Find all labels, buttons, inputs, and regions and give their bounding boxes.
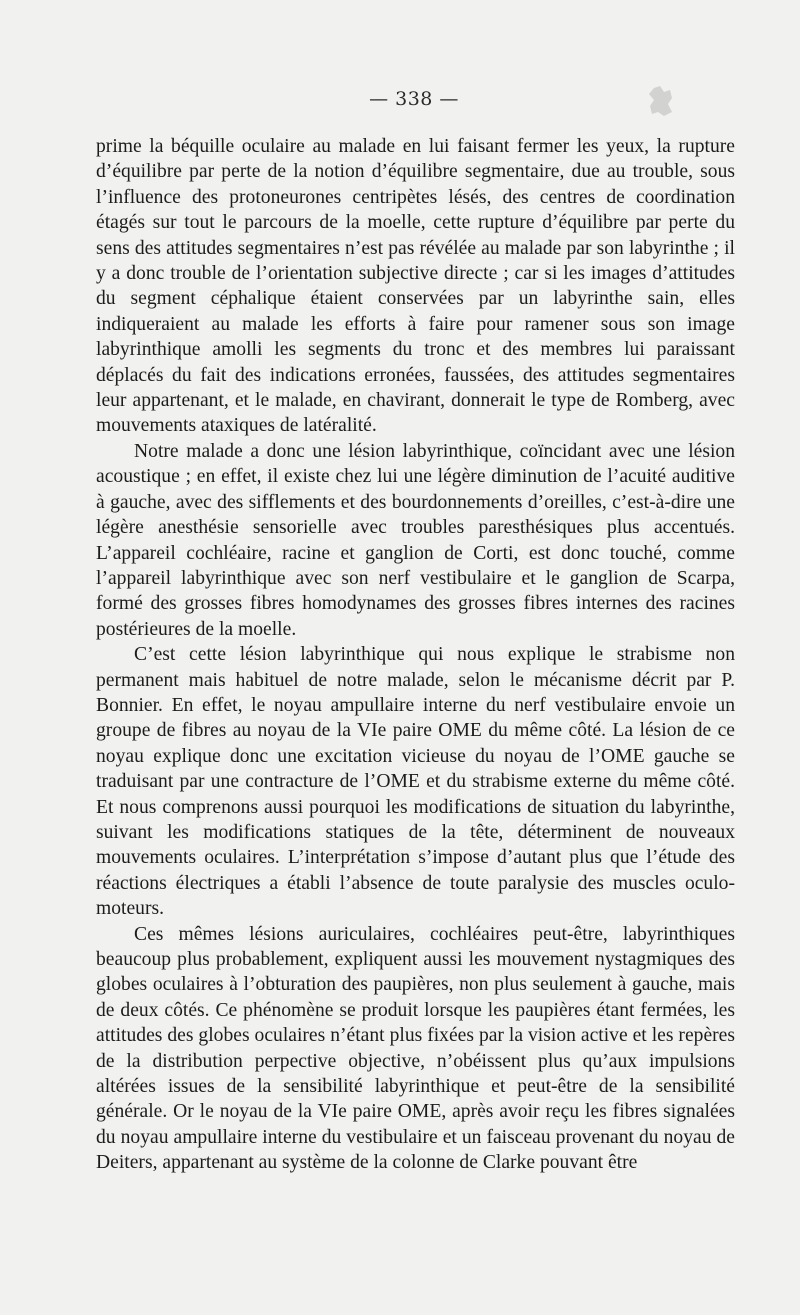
paragraph-2: Notre malade a donc une lésion labyrinthique, coïncidant avec une lésion acoustique ; en effet, il existe chez lui une légère diminution de l’acuité auditive à gauche, avec des sifflements et des bourdonnements d’oreilles, c’est-à-dire une légère anesthésie sensorielle avec troubles paresthésiques plus accentués. L’appareil cochléaire, racine et ganglion de Corti, est donc touché, comme l’appareil labyrinthique avec son nerf vestibulaire et le ganglion de Scarpa, formé des grosses fibres homodynames des grosses fibres internes des racines postérieures de la moelle. (96, 440, 735, 640)
paragraph-3: C’est cette lésion labyrinthique qui nous explique le strabisme non permanent mais habituel de notre malade, selon le mécanisme décrit par P. Bonnier. En effet, le noyau ampullaire interne du nerf vestibulaire envoie un groupe de fibres au noyau de la VIe paire OME du même côté. La lésion de ce noyau explique donc une excitation vicieuse du noyau de l’OME gauche se traduisant par une contracture de l’OME et du strabisme externe du même côté. Et nous comprenons aussi pourquoi les modifications de situation du labyrinthe, suivant les modifications statiques de la tête, déterminent de nouveaux mouvements oculaires. L’interprétation s’impose d’autant plus que l’étude des réactions électriques a établi l’absence de toute paralysie des muscles oculo-moteurs. (96, 644, 735, 920)
body-text (96, 134, 735, 1176)
paragraph-1: prime la béquille oculaire au malade en lui faisant fermer les yeux, la rupture d’équilibre par perte de la notion d’équilibre segmentaire, due au trouble, sous l’influence des protoneurones centripètes lésés, des centres de coordination étagés sur tout le parcours de la moelle, cette rupture d’équilibre par perte du sens des attitudes segmentaires n’est pas révélée au malade par son labyrinthe ; il y a donc trouble de l’orientation subjective directe ; car si les images d’attitudes du segment céphalique étaient conservées par un labyrinthe sain, elles indiqueraient au malade les efforts à faire pour ramener sous son image labyrinthique amolli les segments du tronc et des membres lui paraissant déplacés du fait des indications erronées, faussées, des attitudes segmentaires leur appartenant, et le malade, en chavirant, donnerait le type de Romberg, avec mouvements ataxiques de latéralité. (96, 136, 735, 437)
paragraph-4: Ces mêmes lésions auriculaires, cochléaires peut-être, labyrinthiques beaucoup plus probablement, expliquent aussi les mouvement nystagmiques des globes oculaires à l’obturation des paupières, non plus seulement à gauche, mais de deux côtés. Ce phénomène se produit lorsque les paupières étant fermées, les attitudes des globes oculaires n’étant plus fixées par la vision active et les repères de la distribution perpective objective, n’obéissent plus qu’aux impulsions altérées issues de la sensibilité labyrinthique et peut-être de la sensibilité générale. Or le noyau de la VIe paire OME, après avoir reçu les fibres signalées du noyau ampullaire interne du vestibulaire et un faisceau provenant du noyau de Deiters, appartenant au système de la colonne de Clarke pouvant être (96, 923, 735, 1174)
page-number: — 338 — (369, 88, 459, 110)
